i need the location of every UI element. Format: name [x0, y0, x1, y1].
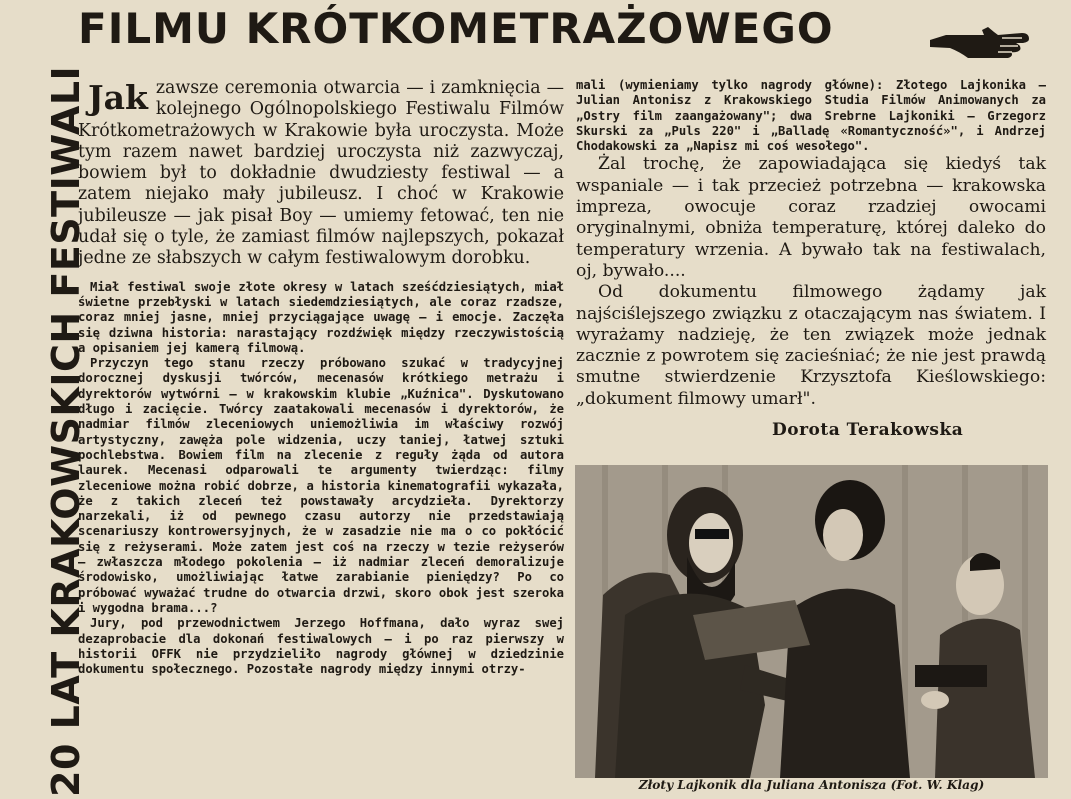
paragraph-jury: Jury, pod przewodnictwem Jerzego Hoffmana, dało wyraz swej dezaprobacie dla dokonań festiwalowych — i po raz pierwszy w historii OFFK nie przydzieliło nagrody głównej w dziedzinie dokumentu społecznego. Pozostałe nagrody między innymi otrzy-	[78, 616, 564, 677]
headline: FILMU KRÓTKOMETRAŻOWEGO	[78, 4, 834, 53]
vertical-series-title	[0, 0, 88, 799]
dropcap-word: Jak	[88, 78, 148, 117]
paragraph-regret: Żal trochę, że zapowiadająca się kiedyś tak wspaniale — i tak przecież potrzebna — krakowska impreza, owocuje coraz rzadziej owocami oryginalnymi, obniża temperaturę, której daleko do temperatury wrzenia. A bywało tak na festiwalach, oj, bywało....	[576, 154, 1046, 281]
award-photo	[575, 465, 1048, 778]
lead-paragraph	[78, 78, 564, 270]
article-column-2	[576, 78, 1046, 440]
author-signature: Dorota Terakowska	[772, 420, 964, 441]
paragraph-history: Miał festiwal swoje złote okresy w latach sześćdziesiątych, miał świetne przebłyski w latach siedemdziesiątych, ale coraz rzadsze, coraz mniej jasne, mniej przyciągające uwagę — i emocje. Zaczęła się dziwna historia: narastający rozdźwięk między rzeczywistością a opisaniem jej kamerą filmową.	[78, 279, 564, 355]
pointing-hand-icon	[928, 20, 1032, 62]
paragraph-discussion: Przyczyn tego stanu rzeczy próbowano szukać w tradycyjnej dorocznej dyskusji twórców, mecenasów krótkiego metrażu i dyrektorów wytwórni — w krakowskim klubie „Kuźnica". Dyskutowano długo i zacięcie. Twórcy zaatakowali mecenasów i dyrektorów, że nadmiar filmów zleceniowych uniemożliwia im właściwy rozwój artystyczny, zawęża pole widzenia, uczy taniej, łatwej sztuki pochlebstwa. Bowiem film na zlecenie z reguły żąda od autora laurek. Mecenasi odparowali te argumenty twierdząc: filmy zleceniowe można robić dobrze, a historia kinematografii wykazała, że z takich zleceń też powstawały arcydzieła. Dyrektorzy narzekali, iż od pewnego czasu autorzy nie przedstawiają scenariuszy kontrowersyjnych, że w zasadzie nie ma o co pokłócić się z reżyserami. Może zatem jest coś na rzeczy w tezie reżyserów — zwłaszcza młodego pokolenia — iż nadmiar zleceń demoralizuje środowisko, umożliwiając łatwe zarabianie pieniędzy? Po co próbować wyważać trudne do otwarcia drzwi, skoro obok jest szeroka i wygodna brama...?	[78, 356, 564, 615]
vertical-title-text: 20 LAT KRAKOWSKICH FESTIWALI	[44, 65, 88, 797]
article-column-1	[78, 78, 564, 677]
lead-text: zawsze ceremonia otwarcia — i zamknięcia — kolejnego Ogólnopolskiego Festiwalu Filmów Krótkometrażowych w Krakowie była uroczysta. Może tym razem nawet bardziej uroczysta niż zazwyczaj, bowiem był to dokładnie dwudziesty festiwal — a zatem niejako mały jubileusz. I choć w Krakowie jubileusze — jak pisał Boy — umiemy fetować, ten nie udał się o tyle, że zamiast filmów najlepszych, pokazał jedne ze słabszych w całym festiwalowym dorobku.	[78, 78, 564, 269]
photo-caption: Złoty Lajkonik dla Juliana Antonisza (Fot. W. Klag)	[638, 778, 985, 792]
paragraph-awards: mali (wymieniamy tylko nagrody główne): Złotego Lajkonika — Julian Antonisz z Krakowskiego Studia Filmów Animowanych za „Ostry film zaangażowany"; dwa Srebrne Lajkoniki — Grzegorz Skurski za „Puls 220" i „Balladę «Romantyczność»", i Andrzej Chodakowski za „Napisz mi coś wesołego".	[576, 78, 1046, 154]
paragraph-documentary: Od dokumentu filmowego żądamy jak najściślejszego związku z otaczającym nas światem. I wyrażamy nadzieję, że ten związek może jednak zacznie z powrotem się zacieśniać; że nie jest prawdą smutne stwierdzenie Krzysztofa Kieślowskiego: „dokument filmowy umarł".	[576, 282, 1046, 409]
